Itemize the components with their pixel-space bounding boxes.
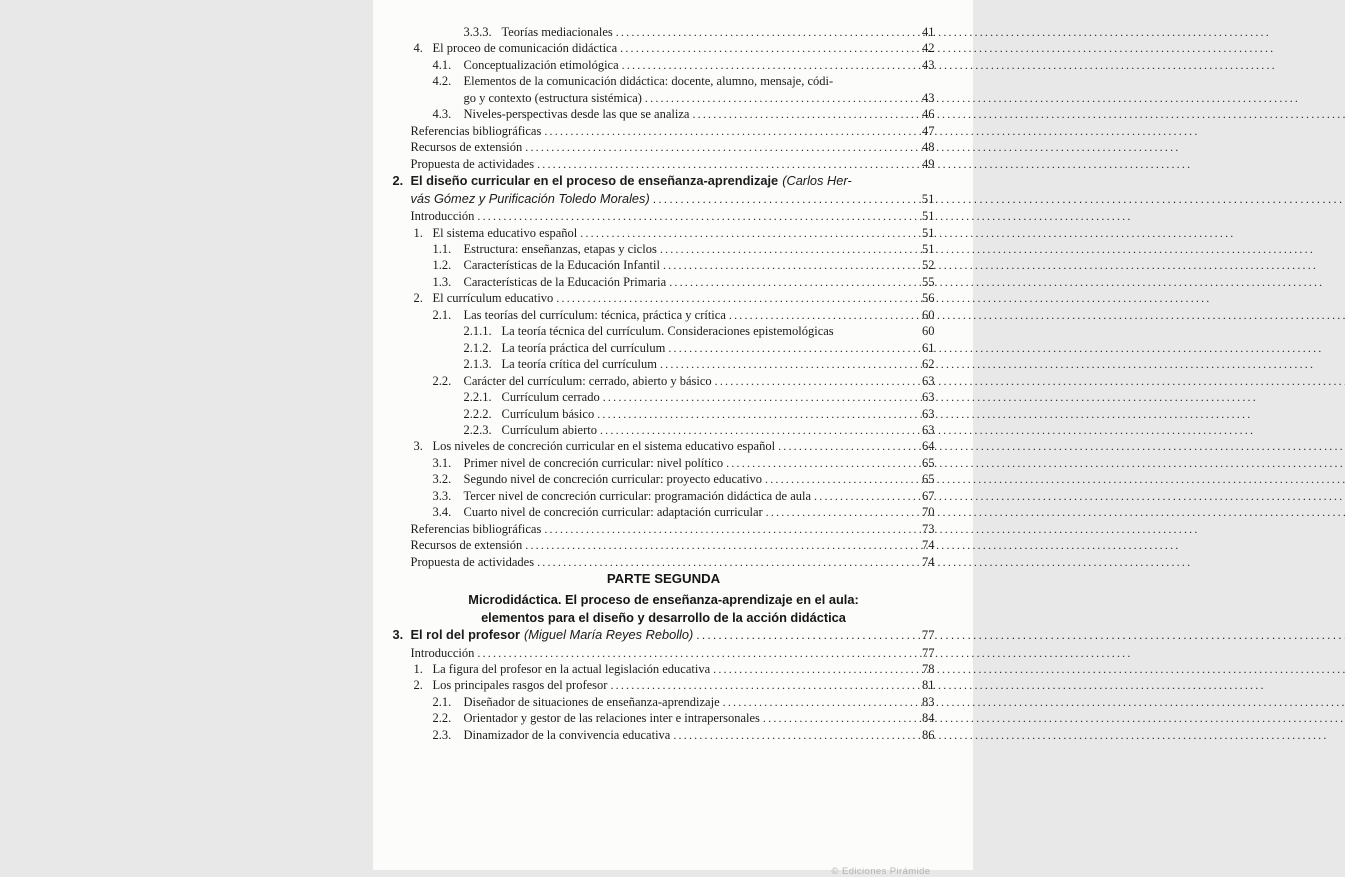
entry-number: 4.3. <box>432 107 452 122</box>
toc-entry <box>393 645 935 661</box>
dot-leader <box>763 504 905 520</box>
entry-title: Carácter del currículum: cerrado, abierto y básico <box>463 373 712 388</box>
dot-leader <box>474 645 904 661</box>
chapter-author: (Carlos Her- <box>782 173 852 189</box>
entry-number: 4.1. <box>432 57 452 72</box>
chapter-3-entries <box>393 645 935 744</box>
dot-leader <box>666 274 904 290</box>
entry-number: 1.1. <box>432 241 452 256</box>
toc-entry <box>393 307 935 323</box>
page-number: 52 <box>922 258 935 273</box>
dot-leader <box>726 307 905 323</box>
dot-leader <box>670 727 904 743</box>
entry-title: Cuarto nivel de concreción curricular: adaptación curricular <box>463 505 763 520</box>
entry-number: 1.3. <box>432 274 452 289</box>
dot-leader <box>657 356 905 372</box>
toc-content <box>373 0 973 743</box>
dot-leader <box>710 661 904 677</box>
entry-number: 3.2. <box>432 472 452 487</box>
chapter-title: El rol del profesor <box>410 627 521 643</box>
toc-entry <box>393 504 935 520</box>
dot-leader <box>613 24 905 40</box>
dot-leader <box>775 438 904 454</box>
toc-entry <box>393 521 935 537</box>
dot-leader <box>600 389 905 405</box>
part-subtitle <box>393 591 935 626</box>
toc-entry <box>393 677 935 693</box>
part-2-heading <box>393 570 935 626</box>
entry-title: Recursos de extensión <box>410 538 523 553</box>
toc-entry <box>393 156 935 172</box>
chapter-author-continued: vás Gómez y Purificación Toledo Morales) <box>410 190 650 206</box>
page-number: 84 <box>922 711 935 726</box>
toc-entry <box>393 106 935 122</box>
page-number: 77 <box>921 628 935 643</box>
dot-leader <box>607 677 904 693</box>
entry-number: 2.1. <box>432 694 452 709</box>
dot-leader <box>522 537 904 553</box>
page-number: 51 <box>922 241 935 256</box>
page-number: 51 <box>922 225 935 240</box>
dot-leader <box>534 156 904 172</box>
entry-title: La teoría técnica del currículum. Consideraciones epistemológicas <box>501 324 834 339</box>
entry-title: Introducción <box>410 645 475 660</box>
dot-leader <box>693 626 904 645</box>
dot-leader <box>689 106 904 122</box>
page-number: 78 <box>922 662 935 676</box>
dot-leader <box>642 90 905 106</box>
page-number: 74 <box>922 554 935 569</box>
chapter-number: 2. <box>392 173 404 189</box>
page-number: 77 <box>922 645 935 660</box>
toc-entry <box>393 257 935 273</box>
entry-title: Orientador y gestor de las relaciones inter e intrapersonales <box>463 711 760 726</box>
chapter-title-line <box>393 190 935 209</box>
toc-entry <box>393 40 935 56</box>
chapter-title-line <box>393 626 935 645</box>
page-number: 67 <box>922 488 935 503</box>
entry-title: Los principales rasgos del profesor <box>432 678 608 693</box>
entry-title: Estructura: enseñanzas, etapas y ciclos <box>463 241 657 256</box>
entry-title: Referencias bibliográficas <box>410 521 542 536</box>
entry-number: 2. <box>413 291 423 306</box>
entry-title: La figura del profesor en la actual legislación educativa <box>432 662 711 676</box>
entry-title: Características de la Educación Infantil <box>463 258 660 273</box>
toc-entry <box>393 710 935 726</box>
dot-leader <box>594 406 904 422</box>
page-number: 65 <box>922 472 935 487</box>
entry-number: 3.4. <box>432 505 452 520</box>
dot-leader <box>811 488 904 504</box>
dot-leader <box>534 554 904 570</box>
dot-leader <box>660 257 905 273</box>
toc-entry <box>393 123 935 139</box>
page-number: 46 <box>922 107 935 122</box>
toc-entry <box>393 488 935 504</box>
page-number: 73 <box>922 521 935 536</box>
chapter-author: (Miguel María Reyes Rebollo) <box>524 627 694 643</box>
entry-number: 1. <box>413 662 423 676</box>
toc-entry <box>393 290 935 306</box>
dot-leader <box>723 455 904 471</box>
page-number: 43 <box>922 90 935 105</box>
toc-entry <box>393 422 935 438</box>
entry-number: 2.2.3. <box>463 422 492 437</box>
entry-number: 2.1.2. <box>463 340 492 355</box>
entry-number: 2.1. <box>432 307 452 322</box>
dot-leader <box>760 710 905 726</box>
entry-title: Segundo nivel de concreción curricular: proyecto educativo <box>463 472 762 487</box>
page-number: 65 <box>922 455 935 470</box>
entry-title: Currículum cerrado <box>501 390 600 405</box>
dot-leader <box>762 471 905 487</box>
entry-title: Teorías mediacionales <box>501 25 613 39</box>
entry-number: 3.3. <box>432 488 452 503</box>
chapter-2-heading <box>393 172 935 208</box>
toc-entry <box>393 73 935 89</box>
entry-title: Elementos de la comunicación didáctica: docente, alumno, mensaje, códi- <box>463 74 834 89</box>
entry-number: 2. <box>413 678 423 693</box>
toc-entry <box>393 471 935 487</box>
entry-title: El proceo de comunicación didáctica <box>432 41 618 56</box>
page-number: 47 <box>922 123 935 138</box>
entry-title: Currículum básico <box>501 406 595 421</box>
dot-leader <box>617 40 904 56</box>
dot-leader <box>665 340 904 356</box>
entry-title: Diseñador de situaciones de enseñanza-aprendizaje <box>463 694 720 709</box>
entry-title: Niveles-perspectivas desde las que se analiza <box>463 107 690 122</box>
dot-leader <box>720 694 905 710</box>
page-number: 63 <box>922 406 935 421</box>
entry-number: 2.1.1. <box>463 324 492 339</box>
chapter-title-line <box>393 172 935 190</box>
entry-title: Conceptualización etimológica <box>463 57 619 72</box>
dot-leader <box>474 208 904 224</box>
part-subtitle-line: elementos para el diseño y desarrollo de la acción didáctica <box>481 609 846 625</box>
entry-title: Currículum abierto <box>501 422 597 437</box>
page-number: 43 <box>922 57 935 72</box>
entry-number: 2.2. <box>432 711 452 726</box>
page-number: 86 <box>922 727 935 742</box>
entry-number: 3. <box>413 439 423 454</box>
toc-entry <box>393 438 935 454</box>
toc-entry <box>393 537 935 553</box>
entry-title: Propuesta de actividades <box>410 554 535 569</box>
page-number: 62 <box>922 357 935 372</box>
toc-entry <box>393 340 935 356</box>
toc-entry <box>393 323 935 339</box>
toc-page <box>373 0 973 877</box>
page-number: 42 <box>922 41 935 56</box>
chapter-1-tail <box>393 24 935 172</box>
imprint-footer: © Ediciones Pirámide <box>831 866 931 877</box>
page-number: 51 <box>922 209 935 224</box>
toc-entry <box>393 274 935 290</box>
chapter-3-heading <box>393 626 935 645</box>
entry-number: 1.2. <box>432 258 452 273</box>
entry-title: Recursos de extensión <box>410 140 523 155</box>
dot-leader <box>553 290 904 306</box>
page-number: 61 <box>922 340 935 355</box>
entry-number: 2.2. <box>432 373 452 388</box>
page-number: 74 <box>922 538 935 553</box>
page-number: 63 <box>922 390 935 405</box>
dot-leader <box>577 225 904 241</box>
page-number: 83 <box>922 694 935 709</box>
toc-entry <box>393 694 935 710</box>
dot-leader <box>712 373 905 389</box>
toc-entry <box>393 139 935 155</box>
entry-title: La teoría crítica del currículum <box>501 357 657 372</box>
dot-leader <box>541 521 904 537</box>
chapter-2-entries <box>393 208 935 570</box>
toc-entry <box>393 661 935 677</box>
entry-title: Dinamizador de la convivencia educativa <box>463 727 671 742</box>
entry-title: La teoría práctica del currículum <box>501 340 666 355</box>
part-subtitle-line: Microdidáctica. El proceso de enseñanza-aprendizaje en el aula: <box>468 592 859 608</box>
toc-entry <box>393 455 935 471</box>
entry-number: 4.2. <box>432 74 452 89</box>
page-number: 56 <box>922 291 935 306</box>
entry-title: Propuesta de actividades <box>410 156 535 171</box>
entry-title: El currículum educativo <box>432 291 554 306</box>
dot-leader <box>619 57 905 73</box>
entry-title: Las teorías del currículum: técnica, práctica y crítica <box>463 307 726 322</box>
toc-entry <box>393 406 935 422</box>
toc-entry <box>393 389 935 405</box>
entry-title: Referencias bibliográficas <box>410 123 542 138</box>
part-heading: PARTE SEGUNDA <box>606 571 721 587</box>
toc-entry <box>393 356 935 372</box>
toc-entry <box>393 241 935 257</box>
page-number: 60 <box>922 307 935 322</box>
dot-leader <box>657 241 905 257</box>
page-number: 51 <box>921 191 935 206</box>
entry-title: go y contexto (estructura sistémica) <box>463 90 642 105</box>
page-number: 41 <box>922 25 935 39</box>
page-number: 70 <box>922 505 935 520</box>
entry-number: 4. <box>413 41 423 56</box>
toc-entry <box>393 373 935 389</box>
page-number: 63 <box>922 422 935 437</box>
chapter-title: El diseño curricular en el proceso de enseñanza-aprendizaje <box>410 173 779 189</box>
page-number: 48 <box>922 140 935 155</box>
entry-title: Los niveles de concreción curricular en el sistema educativo español <box>432 439 776 454</box>
entry-title: Introducción <box>410 209 475 224</box>
dot-leader <box>522 139 904 155</box>
toc-entry <box>393 57 935 73</box>
entry-number: 3.3.3. <box>463 25 492 39</box>
entry-title: Tercer nivel de concreción curricular: programación didáctica de aula <box>463 488 812 503</box>
toc-entry <box>393 24 935 40</box>
entry-number: 3.1. <box>432 455 452 470</box>
page-number: 60 <box>922 324 935 339</box>
toc-entry <box>393 554 935 570</box>
entry-title: Características de la Educación Primaria <box>463 274 667 289</box>
toc-entry <box>393 208 935 224</box>
chapter-number: 3. <box>392 627 404 643</box>
dot-leader <box>650 190 905 209</box>
entry-title: El sistema educativo español <box>432 225 578 240</box>
toc-entry <box>393 225 935 241</box>
entry-number: 2.3. <box>432 727 452 742</box>
entry-number: 2.1.3. <box>463 357 492 372</box>
entry-number: 2.2.2. <box>463 406 492 421</box>
page-number: 63 <box>922 373 935 388</box>
dot-leader <box>541 123 904 139</box>
entry-number: 1. <box>413 225 423 240</box>
entry-title: Primer nivel de concreción curricular: nivel político <box>463 455 724 470</box>
page-number: 64 <box>922 439 935 454</box>
page-number: 55 <box>922 274 935 289</box>
toc-entry <box>393 90 935 106</box>
toc-entry <box>393 727 935 743</box>
page-number: 81 <box>922 678 935 693</box>
dot-leader <box>597 422 905 438</box>
page-number: 49 <box>922 156 935 171</box>
entry-number: 2.2.1. <box>463 390 492 405</box>
